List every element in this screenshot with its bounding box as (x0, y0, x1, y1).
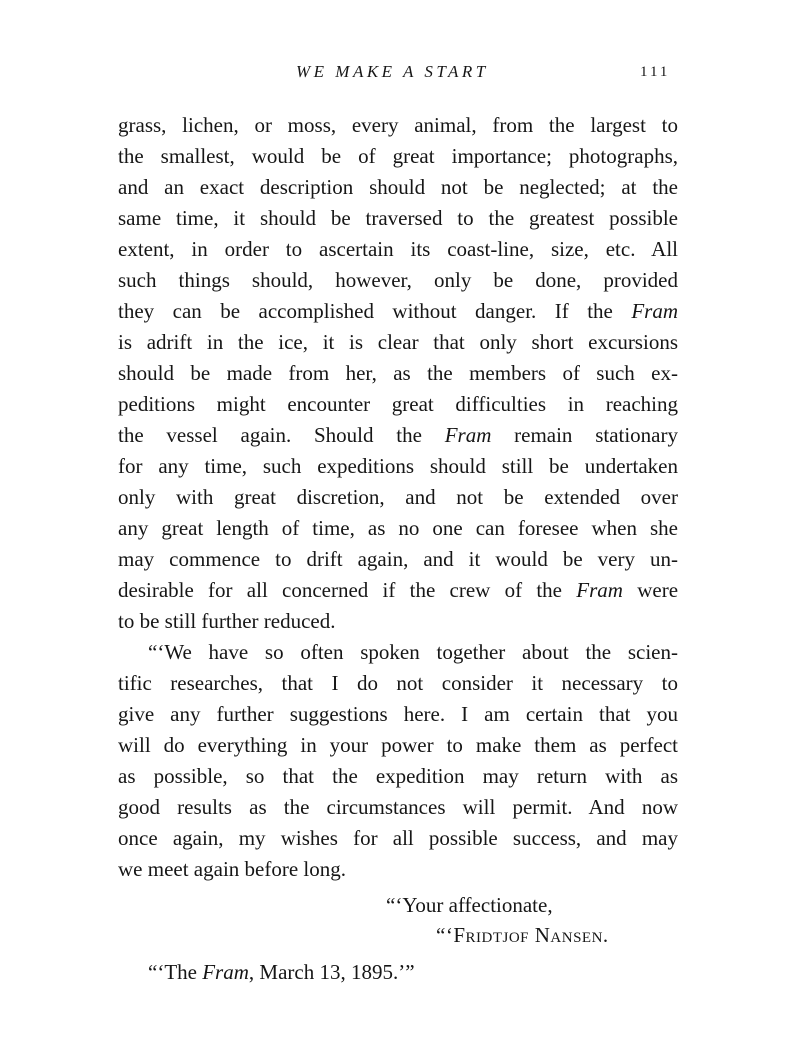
running-title: WE MAKE A START (296, 62, 489, 81)
text-line: we meet again before long. (118, 857, 346, 881)
dateline (148, 960, 415, 985)
text-line: any great length of time, as no one can foresee when she (118, 516, 678, 540)
text-line: extent, in order to ascertain its coast-line, size, etc. All (118, 237, 678, 261)
text-line: same time, it should be traversed to the greatest possible (118, 206, 678, 230)
body-text (118, 110, 678, 885)
text-line (118, 296, 678, 327)
text-line: only with great discretion, and not be extended over (118, 485, 678, 509)
text-line: the smallest, would be of great importance; photographs, (118, 144, 678, 168)
text-line (118, 575, 678, 606)
ship-name: Fram (202, 960, 249, 984)
text-line: is adrift in the ice, it is clear that only short excursions (118, 330, 678, 354)
text-fragment: remain stationary (514, 423, 679, 447)
running-head (0, 62, 800, 92)
text-line: tific researches, that I do not consider it necessary to (118, 671, 678, 695)
ship-name: Fram (576, 578, 623, 602)
text-line: will do everything in your power to make them as perfect (118, 733, 678, 757)
text-line: once again, my wishes for all possible success, and may (118, 826, 678, 850)
text-line: grass, lichen, or moss, every animal, from the largest to (118, 113, 678, 137)
dateline-date: , March 13, 1895.’” (248, 960, 415, 984)
text-line (118, 420, 678, 451)
text-line: such things should, however, only be done, provided (118, 268, 678, 292)
signature-text: “‘Fridtjof Nansen. (436, 923, 609, 947)
closing-text: “‘Your affectionate, (386, 893, 553, 917)
text-line: may commence to drift again, and it would be very un- (118, 547, 678, 571)
ship-name: Fram (444, 423, 492, 447)
text-line: and an exact description should not be neglected; at the (118, 175, 678, 199)
ship-name: Fram (631, 299, 678, 323)
dateline-prefix: “‘The (148, 960, 197, 984)
text-fragment: were (637, 578, 679, 602)
text-line: “‘We have so often spoken together about the scien- (148, 640, 678, 664)
text-fragment: desirable for all concerned if the crew of the (118, 578, 563, 602)
text-line: to be still further reduced. (118, 609, 336, 633)
text-fragment: they can be accomplished without danger. If the (118, 299, 613, 323)
text-line: good results as the circumstances will permit. And now (118, 795, 678, 819)
text-line: for any time, such expeditions should still be undertaken (118, 454, 678, 478)
text-line: peditions might encounter great difficulties in reaching (118, 392, 678, 416)
text-line: should be made from her, as the members of such ex- (118, 361, 678, 385)
text-fragment: the vessel again. Should the (118, 423, 422, 447)
text-line: as possible, so that the expedition may return with as (118, 764, 678, 788)
page-number: 111 (640, 64, 671, 80)
text-line: give any further suggestions here. I am certain that you (118, 702, 678, 726)
